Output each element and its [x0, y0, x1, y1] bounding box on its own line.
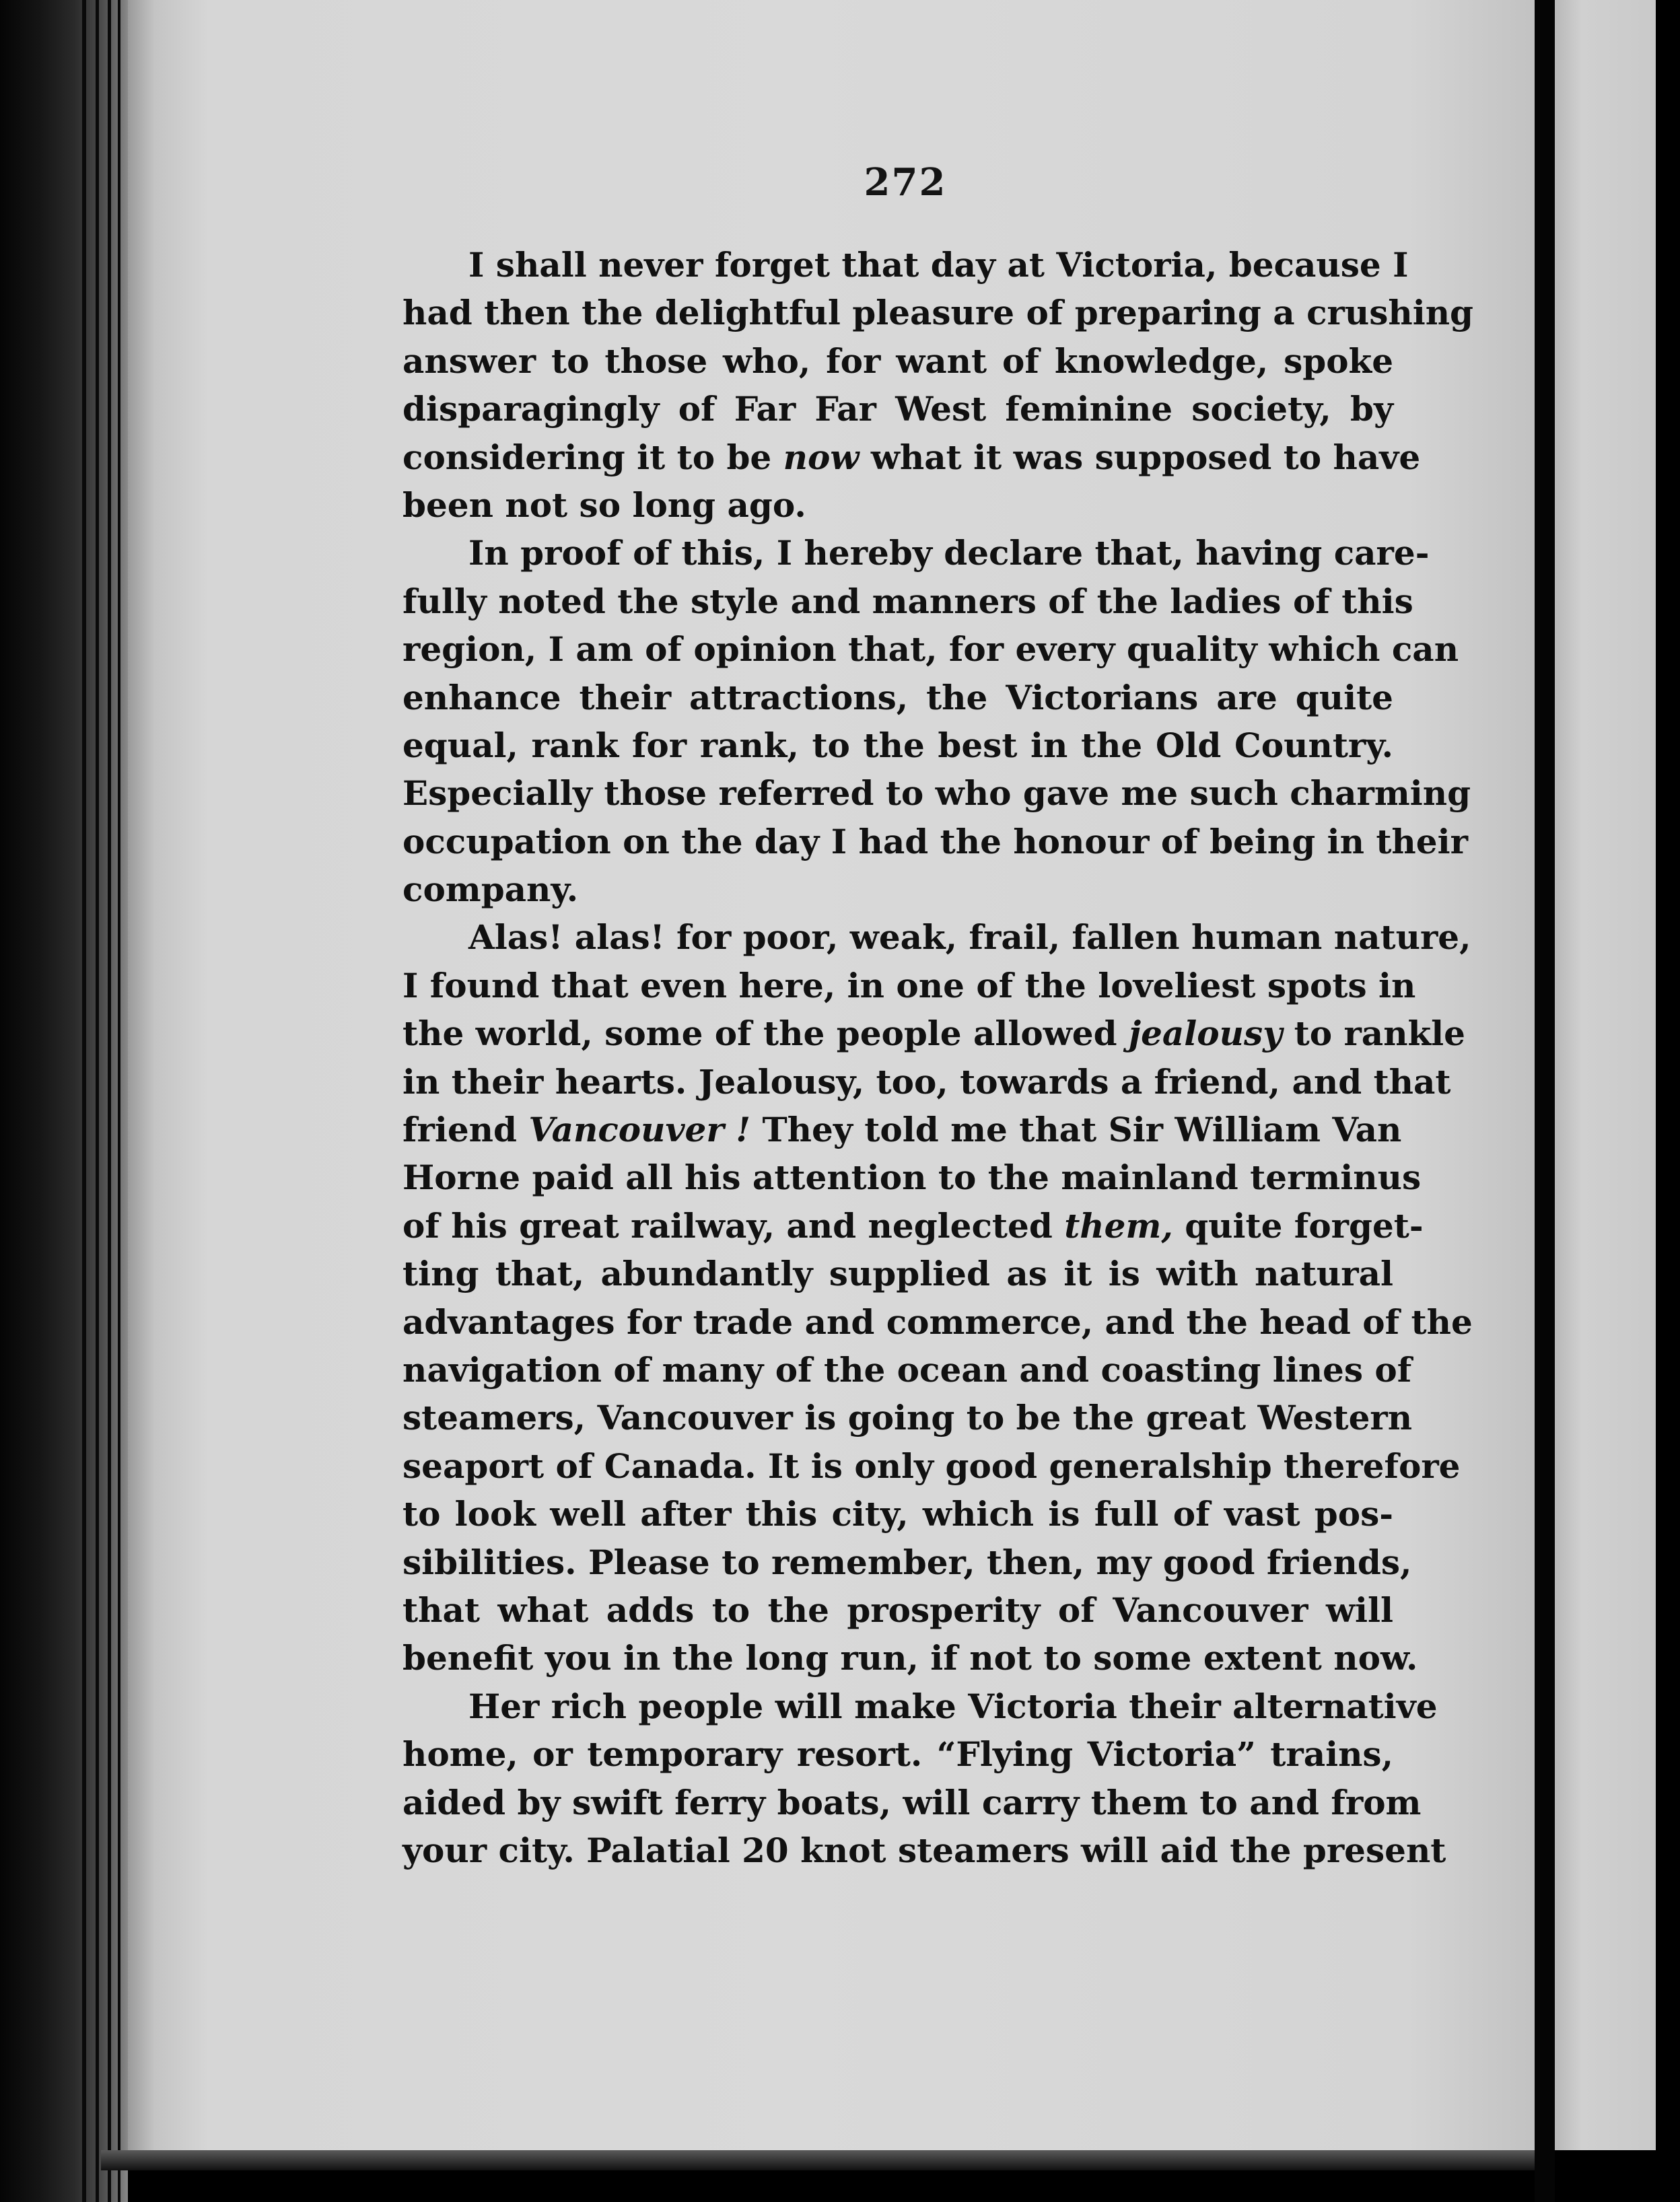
text-line	[403, 1298, 1473, 1346]
text-segment: equal, rank for rank, to the best in the Old Country.	[403, 725, 1393, 765]
text-segment: disparagingly of Far Far West feminine society, by	[403, 389, 1393, 429]
binding-line	[108, 0, 111, 2202]
text-line	[403, 1490, 1393, 1538]
text-line	[403, 962, 1416, 1009]
text-line	[403, 1394, 1413, 1442]
text-line	[403, 433, 1421, 481]
text-segment: ting that, abundantly supplied as it is with natural	[403, 1254, 1393, 1294]
text-line	[403, 1826, 1446, 1874]
next-page-edge	[1555, 0, 1656, 2150]
text-line	[403, 913, 1471, 961]
text-segment: region, I am of opinion that, for every quality which can	[403, 629, 1459, 670]
paragraph	[403, 529, 1471, 913]
text-line	[403, 1538, 1412, 1586]
page-bottom-edge	[101, 2150, 1541, 2170]
binding-line	[118, 0, 120, 2202]
text-segment: In proof of this, I hereby declare that, having care-	[468, 533, 1430, 573]
scan-right-edge	[1656, 0, 1680, 2202]
text-segment: the world, some of the people allowed	[403, 1014, 1129, 1054]
text-segment: quite forget-	[1172, 1205, 1424, 1246]
text-segment: company.	[403, 869, 579, 910]
italic-text: jealousy	[1128, 1014, 1283, 1054]
text-segment: home, or temporary resort. “Flying Victoria” trains,	[403, 1734, 1393, 1775]
text-segment: Her rich people will make Victoria their alternative	[468, 1686, 1438, 1726]
text-segment: answer to those who, for want of knowledge, spoke	[403, 341, 1393, 381]
text-segment: fully noted the style and manners of the ladies of this	[403, 581, 1413, 621]
text-line	[403, 289, 1474, 336]
text-segment: Horne paid all his attention to the mainland terminus	[403, 1158, 1422, 1198]
paragraph	[403, 913, 1473, 1682]
paragraph	[403, 1682, 1446, 1875]
text-line	[403, 1106, 1402, 1153]
text-line	[403, 818, 1468, 865]
body-text	[403, 241, 1474, 1874]
text-segment: had then the delightful pleasure of preparing a crushing	[403, 293, 1474, 333]
page-gutter	[1535, 0, 1555, 2202]
text-line	[403, 241, 1409, 289]
text-line	[403, 337, 1393, 385]
text-segment: I found that even here, in one of the loveliest spots in	[403, 965, 1416, 1005]
text-segment: of his great railway, and neglected	[403, 1205, 1065, 1246]
text-segment: seaport of Canada. It is only good generalship therefore	[403, 1446, 1461, 1486]
text-segment: Alas! alas! for poor, weak, frail, fallen human nature,	[468, 917, 1471, 958]
text-line	[403, 1779, 1422, 1826]
text-line	[403, 721, 1393, 769]
text-line	[403, 1730, 1393, 1778]
text-segment: advantages for trade and commerce, and the head of the	[403, 1302, 1473, 1342]
text-line	[403, 1153, 1422, 1201]
text-segment: to look well after this city, which is full of vast pos-	[403, 1494, 1393, 1534]
text-segment: sibilities. Please to remember, then, my good friends,	[403, 1542, 1412, 1582]
binding-line	[82, 0, 86, 2202]
text-line	[403, 577, 1413, 625]
text-segment: They told me that Sir William Van	[750, 1110, 1402, 1150]
text-line	[403, 385, 1393, 433]
text-line	[403, 865, 1393, 913]
binding-line	[96, 0, 99, 2202]
text-line	[403, 1202, 1424, 1250]
text-line	[403, 769, 1471, 817]
text-segment: friend	[403, 1110, 529, 1150]
text-segment: in their hearts. Jealousy, too, towards a friend, and that	[403, 1061, 1451, 1102]
text-segment: been not so long ago.	[403, 485, 806, 525]
text-segment: I shall never forget that day at Victoria, because I	[468, 245, 1409, 285]
text-line	[403, 1346, 1412, 1394]
text-segment: navigation of many of the ocean and coasting lines of	[403, 1349, 1412, 1390]
text-line	[403, 625, 1459, 673]
italic-text: now	[783, 437, 860, 477]
text-segment: steamers, Vancouver is going to be the great Western	[403, 1398, 1413, 1438]
text-segment: benefit you in the long run, if not to some extent now.	[403, 1638, 1418, 1678]
text-line	[403, 1634, 1418, 1682]
text-line	[403, 1586, 1393, 1634]
text-segment: enhance their attractions, the Victorians are quite	[403, 677, 1393, 717]
text-segment: considering it to be	[403, 437, 783, 477]
text-line	[403, 674, 1393, 721]
text-segment: what it was supposed to have	[859, 437, 1421, 477]
italic-text: them,	[1064, 1205, 1173, 1246]
italic-text: Vancouver !	[528, 1110, 751, 1150]
text-line	[403, 1682, 1438, 1730]
paragraph	[403, 241, 1474, 529]
text-line	[403, 1058, 1451, 1106]
text-segment: to rankle	[1282, 1014, 1465, 1054]
text-line	[403, 1442, 1461, 1490]
text-line	[403, 1250, 1393, 1298]
text-line	[403, 481, 1393, 529]
text-segment: occupation on the day I had the honour of being in their	[403, 821, 1468, 861]
page-number: 272	[864, 160, 947, 205]
text-line	[403, 1009, 1465, 1057]
text-line	[403, 529, 1430, 577]
text-segment: Especially those referred to who gave me such charming	[403, 773, 1471, 814]
text-segment: aided by swift ferry boats, will carry them to and from	[403, 1782, 1422, 1822]
text-segment: that what adds to the prosperity of Vancouver will	[403, 1590, 1393, 1630]
text-segment: your city. Palatial 20 knot steamers will aid the present	[403, 1830, 1446, 1870]
